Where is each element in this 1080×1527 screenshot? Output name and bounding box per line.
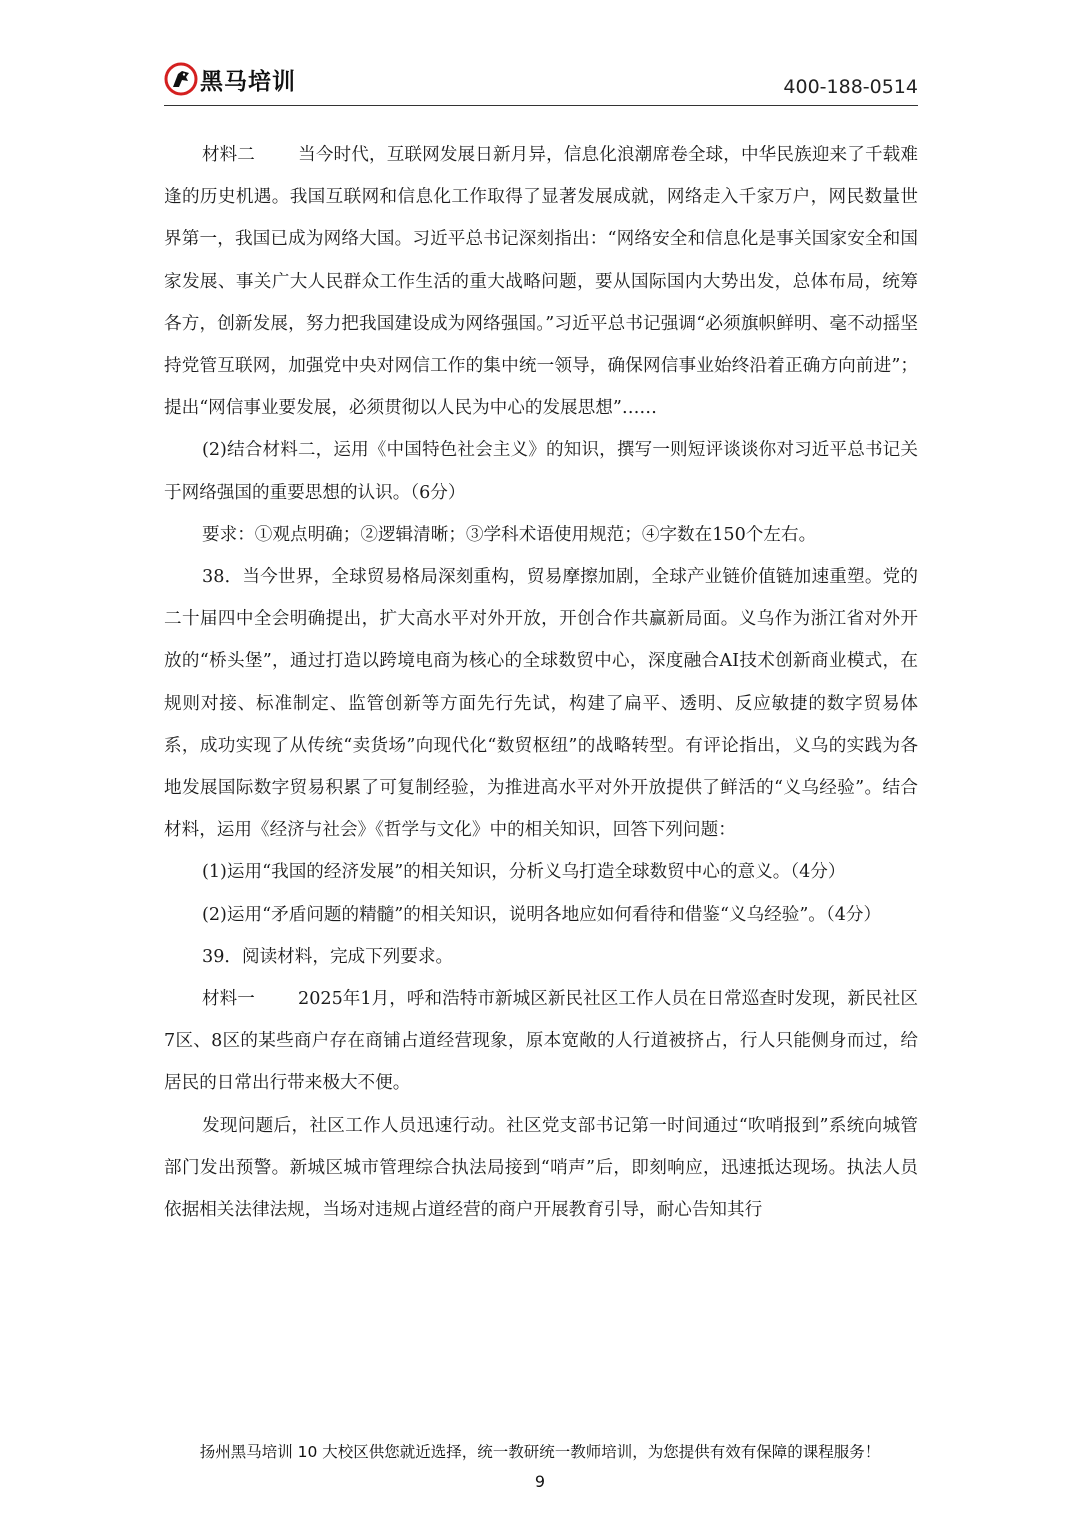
question-38-1: (1)运用“我国的经济发展”的相关知识，分析义乌打造全球数贸中心的意义。（4分） [202, 862, 846, 883]
material-one-paragraph [164, 978, 918, 1105]
document-body [164, 134, 918, 1231]
material-text: 当今时代，互联网发展日新月异，信息化浪潮席卷全球，中华民族迎来了千载难逢的历史机遇。我国互联网和信息化工作取得了显著发展成就，网络走入千家万户，网民数量世界第一，我国已成为网络大国。习近平总书记深刻指出：“网络安全和信息化是事关国家安全和国家发展、事关广大人民群众工作生活的重大战略问题，要从国际国内大势出发，总体布局，统筹各方，创新发展，努力把我国建设成为网络强国。”习近平总书记强调“必须旗帜鲜明、毫不动摇坚持党管互联网，加强党中央对网信工作的集中统一领导，确保网信事业始终沿着正确方向前进”；提出“网信事业要发展，必须贯彻以人民为中心的发展思想”…… [164, 145, 918, 419]
material-two-paragraph [164, 134, 918, 429]
question-38-2: (2)运用“矛盾问题的精髓”的相关知识，说明各地应如何看待和借鉴“义乌经验”。（4分） [202, 904, 882, 925]
page-header [164, 52, 918, 106]
question-39: 39．阅读材料，完成下列要求。 [202, 946, 454, 967]
material-label: 材料二 [202, 145, 255, 165]
material-one-continued: 发现问题后，社区工作人员迅速行动。社区党支部书记第一时间通过“吹哨报到”系统向城管部门发出预警。新城区城市管理综合执法局接到“哨声”后，即刻响应，迅速抵达现场。执法人员依据相关法律法规，当场对违规占道经营的商户开展教育引导，耐心告知其行 [164, 1115, 918, 1221]
brand-name: 黑马培训 [200, 68, 296, 95]
horse-head-icon [164, 62, 198, 96]
question-37-2: (2)结合材料二，运用《中国特色社会主义》的知识，撰写一则短评谈谈你对习近平总书记关于网络强国的重要思想的认识。（6分） [164, 440, 918, 503]
material-label: 材料一 [202, 989, 255, 1010]
brand-logo [164, 62, 296, 96]
phone-number: 400-188-0514 [783, 76, 918, 98]
footer-slogan: 扬州黑马培训 10 大校区供您就近选择，统一教研统一教师培训，为您提供有效有保障的课程服务！ [199, 1443, 881, 1461]
header-divider [164, 105, 918, 106]
material-text: 2025年1月，呼和浩特市新城区新民社区工作人员在日常巡查时发现，新民社区7区、8区的某些商户存在商铺占道经营现象，原本宽敞的人行道被挤占，行人只能侧身而过，给居民的日常出行带来极大不便。 [164, 989, 918, 1094]
page-number: 9 [534, 1472, 546, 1491]
question-38: 38．当今世界，全球贸易格局深刻重构，贸易摩擦加剧，全球产业链价值链加速重塑。党的二十届四中全会明确提出，扩大高水平对外开放，开创合作共赢新局面。义乌作为浙江省对外开放的“桥头堡”，通过打造以跨境电商为核心的全球数贸中心，深度融合AI技术创新商业模式，在规则对接、标准制定、监管创新等方面先行先试，构建了扁平、透明、反应敏捷的数字贸易体系，成功实现了从传统“卖货场”向现代化“数贸枢纽”的战略转型。有评论指出，义乌的实践为各地发展国际数字贸易积累了可复制经验，为推进高水平对外开放提供了鲜活的“义乌经验”。结合材料，运用《经济与社会》《哲学与文化》中的相关知识，回答下列问题： [164, 567, 918, 841]
requirements: 要求：①观点明确；②逻辑清晰；③学科术语使用规范；④字数在150个左右。 [202, 524, 817, 545]
